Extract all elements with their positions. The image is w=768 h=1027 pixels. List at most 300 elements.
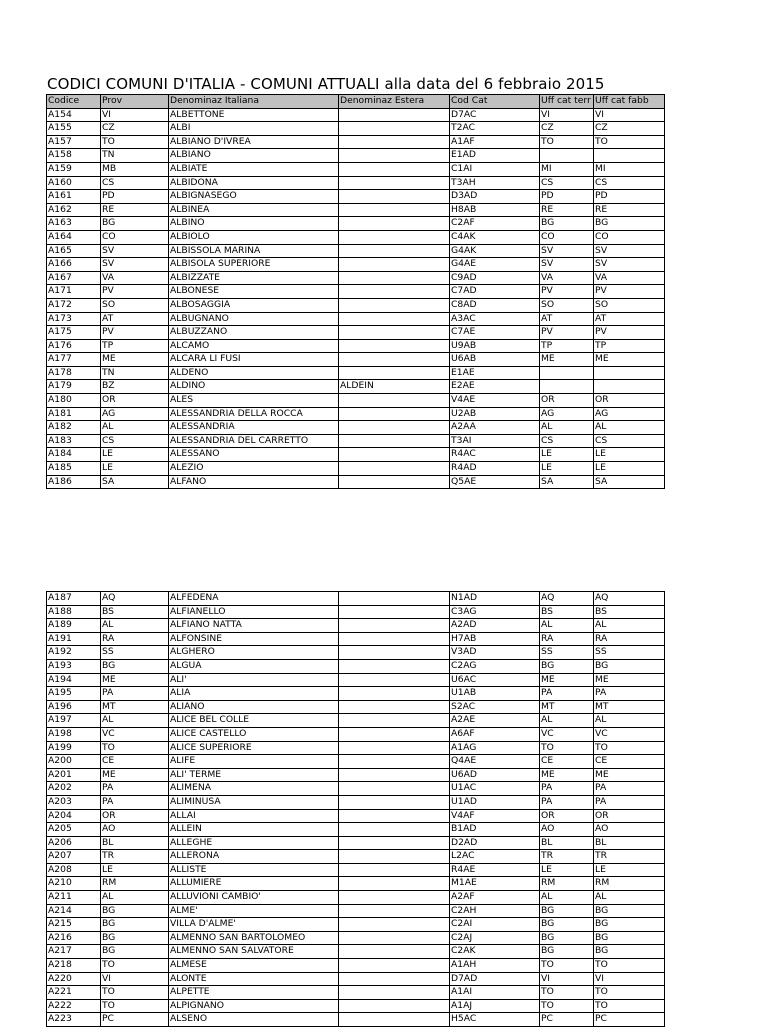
cell-uff-cat-fabb: TR [594, 850, 665, 864]
cell-cod-cat: C7AD [450, 285, 540, 299]
cell-denominaz-estera [339, 1013, 450, 1027]
cell-uff-cat-fabb: PV [594, 285, 665, 299]
cell-codice: A205 [47, 823, 101, 837]
table-row [47, 339, 665, 353]
cell-denominaz-estera [339, 972, 450, 986]
cell-denominaz-italiana: ALIFE [169, 755, 339, 769]
cell-denominaz-italiana: ALSENO [169, 1013, 339, 1027]
cell-uff-cat-fabb: VI [594, 972, 665, 986]
cell-denominaz-estera [339, 986, 450, 1000]
cell-uff-cat-terr: RA [540, 632, 594, 646]
cell-denominaz-italiana: ALBONESE [169, 285, 339, 299]
table-row [47, 285, 665, 299]
cell-codice: A220 [47, 972, 101, 986]
cell-uff-cat-terr: BG [540, 904, 594, 918]
cell-uff-cat-fabb: BG [594, 945, 665, 959]
cell-uff-cat-terr: VA [540, 271, 594, 285]
cell-denominaz-italiana: ALMESE [169, 959, 339, 973]
cell-cod-cat: C2AJ [450, 931, 540, 945]
cell-denominaz-italiana: ALBIOLO [169, 230, 339, 244]
cell-uff-cat-terr: SV [540, 258, 594, 272]
cell-denominaz-italiana: ALBINO [169, 217, 339, 231]
table-row [47, 850, 665, 864]
cell-prov: AL [101, 891, 169, 905]
cell-codice: A183 [47, 434, 101, 448]
table-row [47, 475, 665, 489]
cell-prov: ME [101, 353, 169, 367]
cell-denominaz-estera [339, 475, 450, 489]
cell-cod-cat: A1AG [450, 741, 540, 755]
cell-denominaz-estera [339, 176, 450, 190]
cell-cod-cat: C2AK [450, 945, 540, 959]
cell-uff-cat-fabb: AG [594, 407, 665, 421]
cell-prov: VI [101, 108, 169, 122]
cell-uff-cat-terr: BL [540, 836, 594, 850]
cell-denominaz-estera [339, 326, 450, 340]
cell-codice: A221 [47, 986, 101, 1000]
table-row [47, 918, 665, 932]
cell-uff-cat-fabb: AO [594, 823, 665, 837]
cell-denominaz-italiana: ALFANO [169, 475, 339, 489]
cell-denominaz-estera [339, 768, 450, 782]
cell-uff-cat-fabb: BS [594, 605, 665, 619]
cell-prov: CO [101, 230, 169, 244]
cell-cod-cat: E2AE [450, 380, 540, 394]
header-cod-cat: Cod Cat [450, 95, 540, 109]
cell-uff-cat-fabb: PC [594, 1013, 665, 1027]
cell-uff-cat-terr: AO [540, 823, 594, 837]
cell-uff-cat-terr: PC [540, 1013, 594, 1027]
table-row [47, 999, 665, 1013]
cell-uff-cat-fabb [594, 149, 665, 163]
cell-cod-cat: T3AH [450, 176, 540, 190]
table-row [47, 421, 665, 435]
cell-cod-cat: G4AK [450, 244, 540, 258]
cell-cod-cat: A2AA [450, 421, 540, 435]
cell-denominaz-estera [339, 434, 450, 448]
cell-denominaz-italiana: ALIA [169, 687, 339, 701]
table-row [47, 809, 665, 823]
cell-denominaz-italiana: ALBUGNANO [169, 312, 339, 326]
cell-cod-cat: V3AD [450, 646, 540, 660]
cell-codice: A160 [47, 176, 101, 190]
header-uff-cat-fabb: Uff cat fabb [594, 95, 665, 109]
cell-denominaz-estera [339, 421, 450, 435]
table-row [47, 176, 665, 190]
table-row [47, 135, 665, 149]
cell-denominaz-italiana: ALCAMO [169, 339, 339, 353]
table-row [47, 687, 665, 701]
cell-denominaz-italiana: ALBUZZANO [169, 326, 339, 340]
cell-codice: A192 [47, 646, 101, 660]
cell-denominaz-italiana: ALESSANDRIA DEL CARRETTO [169, 434, 339, 448]
table-row [47, 986, 665, 1000]
cell-uff-cat-terr: MI [540, 162, 594, 176]
cell-prov: BG [101, 217, 169, 231]
cell-codice: A210 [47, 877, 101, 891]
cell-cod-cat: R4AE [450, 863, 540, 877]
cell-prov: AL [101, 421, 169, 435]
cell-codice: A189 [47, 619, 101, 633]
cell-uff-cat-fabb: TO [594, 999, 665, 1013]
cell-cod-cat: C7AE [450, 326, 540, 340]
cell-denominaz-estera [339, 659, 450, 673]
cell-uff-cat-fabb: SS [594, 646, 665, 660]
cell-codice: A162 [47, 203, 101, 217]
cell-cod-cat: A2AE [450, 714, 540, 728]
cell-prov: BG [101, 931, 169, 945]
cell-denominaz-italiana: ALICE BEL COLLE [169, 714, 339, 728]
cell-uff-cat-fabb: PD [594, 190, 665, 204]
cell-cod-cat: A1AH [450, 959, 540, 973]
cell-prov: CE [101, 755, 169, 769]
cell-uff-cat-terr: VI [540, 108, 594, 122]
cell-codice: A203 [47, 795, 101, 809]
table-row [47, 462, 665, 476]
cell-prov: PA [101, 782, 169, 796]
table-row [47, 741, 665, 755]
cell-uff-cat-fabb: BL [594, 836, 665, 850]
cell-uff-cat-fabb: BG [594, 659, 665, 673]
cell-codice: A191 [47, 632, 101, 646]
cell-codice: A214 [47, 904, 101, 918]
cell-cod-cat: C4AK [450, 230, 540, 244]
cell-uff-cat-fabb: LE [594, 448, 665, 462]
cell-denominaz-estera [339, 632, 450, 646]
cell-denominaz-italiana: ALPETTE [169, 986, 339, 1000]
cell-denominaz-estera [339, 298, 450, 312]
cell-uff-cat-fabb: TO [594, 135, 665, 149]
table-row [47, 605, 665, 619]
cell-denominaz-italiana: ALBISOLA SUPERIORE [169, 258, 339, 272]
cell-codice: A204 [47, 809, 101, 823]
cell-codice: A199 [47, 741, 101, 755]
cell-cod-cat: C2AG [450, 659, 540, 673]
cell-denominaz-italiana: ALESSANDRIA [169, 421, 339, 435]
cell-denominaz-estera [339, 700, 450, 714]
cell-denominaz-estera [339, 714, 450, 728]
table-row [47, 632, 665, 646]
cell-uff-cat-terr: BG [540, 918, 594, 932]
cell-uff-cat-terr: BG [540, 659, 594, 673]
cell-denominaz-italiana: ALI' TERME [169, 768, 339, 782]
cell-denominaz-italiana: ALGHERO [169, 646, 339, 660]
cell-denominaz-italiana: ALBOSAGGIA [169, 298, 339, 312]
cell-codice: A179 [47, 380, 101, 394]
cell-denominaz-estera [339, 945, 450, 959]
cell-uff-cat-fabb: SV [594, 258, 665, 272]
table-row [47, 673, 665, 687]
cell-uff-cat-fabb [594, 380, 665, 394]
cell-codice: A182 [47, 421, 101, 435]
comuni-table-2 [46, 591, 665, 1027]
cell-prov: LE [101, 448, 169, 462]
cell-cod-cat: A1AI [450, 986, 540, 1000]
cell-uff-cat-terr: RM [540, 877, 594, 891]
cell-prov: RA [101, 632, 169, 646]
cell-prov: MT [101, 700, 169, 714]
cell-codice: A202 [47, 782, 101, 796]
cell-uff-cat-fabb: VA [594, 271, 665, 285]
cell-denominaz-estera [339, 687, 450, 701]
cell-prov: BG [101, 918, 169, 932]
cell-uff-cat-fabb: CZ [594, 122, 665, 136]
cell-uff-cat-fabb: AL [594, 714, 665, 728]
cell-prov: VA [101, 271, 169, 285]
cell-uff-cat-terr: OR [540, 809, 594, 823]
cell-uff-cat-terr: PA [540, 687, 594, 701]
cell-denominaz-estera [339, 741, 450, 755]
cell-uff-cat-fabb: VI [594, 108, 665, 122]
cell-codice: A206 [47, 836, 101, 850]
cell-uff-cat-terr: BS [540, 605, 594, 619]
cell-codice: A176 [47, 339, 101, 353]
cell-cod-cat: U6AD [450, 768, 540, 782]
table-row [47, 931, 665, 945]
cell-uff-cat-fabb: PV [594, 326, 665, 340]
cell-cod-cat: T2AC [450, 122, 540, 136]
header-codice: Codice [47, 95, 101, 109]
cell-codice: A173 [47, 312, 101, 326]
cell-codice: A167 [47, 271, 101, 285]
cell-codice: A181 [47, 407, 101, 421]
cell-denominaz-italiana: ALIMINUSA [169, 795, 339, 809]
cell-denominaz-italiana: ALLEIN [169, 823, 339, 837]
cell-uff-cat-terr: OR [540, 394, 594, 408]
cell-prov: PV [101, 326, 169, 340]
cell-prov: TN [101, 149, 169, 163]
table-row [47, 727, 665, 741]
cell-uff-cat-fabb: VC [594, 727, 665, 741]
cell-cod-cat: U1AD [450, 795, 540, 809]
cell-uff-cat-fabb: AQ [594, 592, 665, 606]
cell-denominaz-italiana: ALDINO [169, 380, 339, 394]
cell-prov: SV [101, 258, 169, 272]
cell-cod-cat: Q4AE [450, 755, 540, 769]
cell-codice: A164 [47, 230, 101, 244]
cell-uff-cat-terr: BG [540, 945, 594, 959]
cell-prov: BG [101, 904, 169, 918]
table-row [47, 258, 665, 272]
cell-denominaz-estera [339, 918, 450, 932]
cell-uff-cat-terr: PA [540, 795, 594, 809]
cell-denominaz-italiana: ALFIANELLO [169, 605, 339, 619]
cell-uff-cat-fabb: AL [594, 421, 665, 435]
cell-codice: A200 [47, 755, 101, 769]
cell-uff-cat-terr: AL [540, 421, 594, 435]
cell-cod-cat: U9AB [450, 339, 540, 353]
cell-uff-cat-fabb: MT [594, 700, 665, 714]
cell-prov: RM [101, 877, 169, 891]
cell-prov: AO [101, 823, 169, 837]
cell-prov: TO [101, 999, 169, 1013]
cell-uff-cat-terr: TP [540, 339, 594, 353]
cell-denominaz-estera [339, 190, 450, 204]
cell-cod-cat: C2AI [450, 918, 540, 932]
cell-codice: A171 [47, 285, 101, 299]
cell-prov: VI [101, 972, 169, 986]
cell-denominaz-italiana: ALFONSINE [169, 632, 339, 646]
cell-uff-cat-terr: CO [540, 230, 594, 244]
cell-denominaz-italiana: ALONTE [169, 972, 339, 986]
cell-codice: A194 [47, 673, 101, 687]
cell-uff-cat-terr: PV [540, 326, 594, 340]
table-row [47, 836, 665, 850]
cell-denominaz-estera [339, 366, 450, 380]
cell-denominaz-italiana: ALLUVIONI CAMBIO' [169, 891, 339, 905]
cell-codice: A218 [47, 959, 101, 973]
cell-denominaz-italiana: ALGUA [169, 659, 339, 673]
table-row [47, 619, 665, 633]
cell-uff-cat-terr: RE [540, 203, 594, 217]
cell-cod-cat: S2AC [450, 700, 540, 714]
cell-prov: SS [101, 646, 169, 660]
table-row [47, 863, 665, 877]
cell-cod-cat: C2AH [450, 904, 540, 918]
cell-uff-cat-terr: AL [540, 619, 594, 633]
table-row [47, 823, 665, 837]
cell-denominaz-estera [339, 394, 450, 408]
cell-prov: AG [101, 407, 169, 421]
cell-uff-cat-terr: AL [540, 891, 594, 905]
cell-denominaz-italiana: ALLUMIERE [169, 877, 339, 891]
table-row [47, 434, 665, 448]
cell-denominaz-italiana: ALBIGNASEGO [169, 190, 339, 204]
header-uff-cat-terr: Uff cat terr [540, 95, 594, 109]
cell-denominaz-estera [339, 850, 450, 864]
table-row [47, 394, 665, 408]
cell-prov: SA [101, 475, 169, 489]
cell-uff-cat-fabb: BG [594, 217, 665, 231]
cell-codice: A216 [47, 931, 101, 945]
table-row [47, 714, 665, 728]
cell-cod-cat: R4AC [450, 448, 540, 462]
table-row [47, 244, 665, 258]
cell-uff-cat-terr: ME [540, 673, 594, 687]
cell-cod-cat: H8AB [450, 203, 540, 217]
cell-denominaz-estera [339, 149, 450, 163]
table-header-row [47, 95, 665, 109]
cell-denominaz-italiana: ALIANO [169, 700, 339, 714]
cell-uff-cat-terr: VC [540, 727, 594, 741]
header-denominaz-estera: Denominaz Estera [339, 95, 450, 109]
cell-uff-cat-terr: LE [540, 863, 594, 877]
cell-uff-cat-terr: AL [540, 714, 594, 728]
cell-denominaz-estera [339, 122, 450, 136]
cell-uff-cat-terr: AQ [540, 592, 594, 606]
cell-codice: A215 [47, 918, 101, 932]
cell-denominaz-italiana: ALESSANO [169, 448, 339, 462]
table-row [47, 162, 665, 176]
cell-codice: A165 [47, 244, 101, 258]
cell-denominaz-estera [339, 904, 450, 918]
cell-denominaz-estera [339, 863, 450, 877]
cell-cod-cat: U1AB [450, 687, 540, 701]
cell-denominaz-italiana: ALPIGNANO [169, 999, 339, 1013]
cell-denominaz-estera [339, 809, 450, 823]
cell-prov: RE [101, 203, 169, 217]
cell-uff-cat-fabb: TP [594, 339, 665, 353]
cell-denominaz-italiana: ALBIZZATE [169, 271, 339, 285]
cell-codice: A158 [47, 149, 101, 163]
cell-denominaz-italiana: ALEZIO [169, 462, 339, 476]
cell-denominaz-italiana: ALFEDENA [169, 592, 339, 606]
cell-uff-cat-terr: BG [540, 931, 594, 945]
table-row [47, 298, 665, 312]
cell-uff-cat-terr: LE [540, 448, 594, 462]
table-row [47, 230, 665, 244]
cell-denominaz-italiana: ALBIANO D'IVREA [169, 135, 339, 149]
cell-uff-cat-fabb: TO [594, 741, 665, 755]
cell-denominaz-estera [339, 108, 450, 122]
cell-uff-cat-fabb: TO [594, 959, 665, 973]
cell-uff-cat-fabb: MI [594, 162, 665, 176]
table-row [47, 592, 665, 606]
cell-uff-cat-terr: LE [540, 462, 594, 476]
table-row [47, 122, 665, 136]
cell-uff-cat-fabb: CO [594, 230, 665, 244]
table-row [47, 768, 665, 782]
cell-cod-cat: V4AF [450, 809, 540, 823]
cell-cod-cat: A1AJ [450, 999, 540, 1013]
cell-codice: A207 [47, 850, 101, 864]
cell-uff-cat-fabb: BG [594, 931, 665, 945]
cell-uff-cat-fabb: CS [594, 176, 665, 190]
table-row [47, 700, 665, 714]
cell-prov: SV [101, 244, 169, 258]
cell-prov: BL [101, 836, 169, 850]
table-row [47, 407, 665, 421]
cell-denominaz-italiana: ALLISTE [169, 863, 339, 877]
cell-codice: A196 [47, 700, 101, 714]
cell-denominaz-estera [339, 353, 450, 367]
cell-denominaz-estera [339, 823, 450, 837]
cell-prov: BG [101, 945, 169, 959]
cell-cod-cat: C8AD [450, 298, 540, 312]
cell-uff-cat-fabb: SO [594, 298, 665, 312]
cell-denominaz-estera [339, 999, 450, 1013]
cell-codice: A186 [47, 475, 101, 489]
cell-denominaz-estera [339, 285, 450, 299]
cell-cod-cat: Q5AE [450, 475, 540, 489]
cell-denominaz-italiana: ALICE SUPERIORE [169, 741, 339, 755]
cell-codice: A188 [47, 605, 101, 619]
cell-uff-cat-fabb: CE [594, 755, 665, 769]
cell-cod-cat: D3AD [450, 190, 540, 204]
table-row [47, 755, 665, 769]
cell-prov: MB [101, 162, 169, 176]
table-row [47, 1013, 665, 1027]
cell-prov: TO [101, 959, 169, 973]
cell-codice: A201 [47, 768, 101, 782]
cell-denominaz-italiana: ALLERONA [169, 850, 339, 864]
cell-prov: BG [101, 659, 169, 673]
table-row [47, 203, 665, 217]
cell-uff-cat-terr: CS [540, 176, 594, 190]
cell-codice: A187 [47, 592, 101, 606]
cell-uff-cat-terr: SV [540, 244, 594, 258]
cell-cod-cat: E1AE [450, 366, 540, 380]
cell-cod-cat: R4AD [450, 462, 540, 476]
cell-denominaz-italiana: ALBINEA [169, 203, 339, 217]
cell-denominaz-estera [339, 339, 450, 353]
cell-uff-cat-fabb: RE [594, 203, 665, 217]
cell-uff-cat-fabb: LE [594, 462, 665, 476]
cell-denominaz-italiana: ALBISSOLA MARINA [169, 244, 339, 258]
cell-cod-cat: M1AE [450, 877, 540, 891]
cell-denominaz-estera [339, 619, 450, 633]
cell-cod-cat: U1AC [450, 782, 540, 796]
